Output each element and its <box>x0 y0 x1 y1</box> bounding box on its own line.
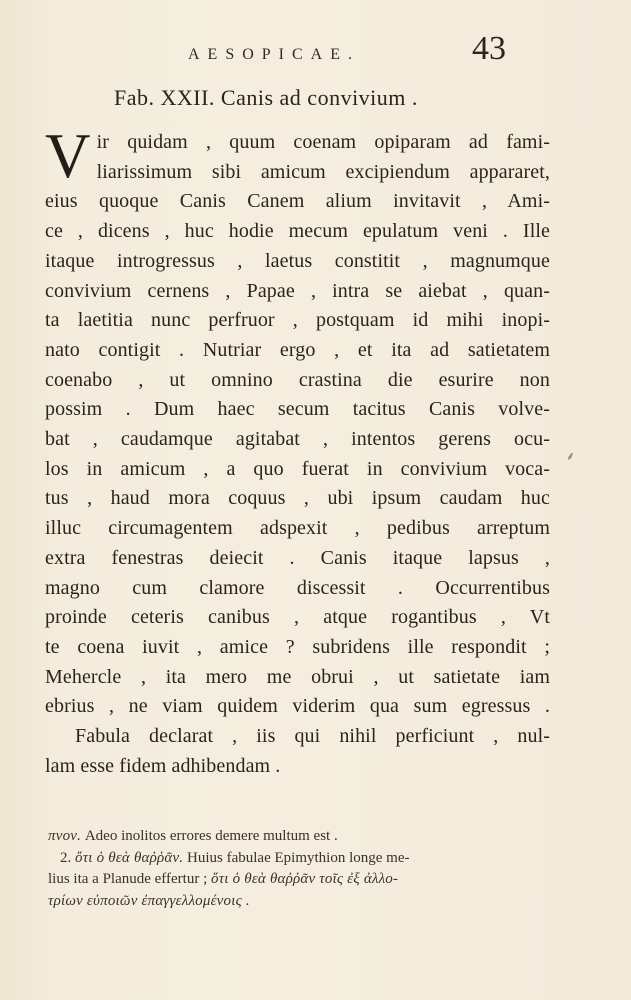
text-line: ce , dicens , huc hodie mecum epulatum veni . Ille <box>45 220 550 243</box>
footnote-text: Huius fabulae Epimythion longe me- <box>187 849 410 866</box>
footnote-greek: ὅτι ὁ θεὰ θαῤῥᾶν τοῖς ἐξ ἀλλο- <box>211 871 399 887</box>
text-line: itaque introgressus , laetus constitit , magnumque <box>45 249 550 272</box>
text-line: Mehercle , ita mero me obrui , ut satietate iam <box>45 665 550 688</box>
text-line: convivium cernens , Papae , intra se aiebat , quan- <box>45 279 550 302</box>
footnotes <box>48 826 551 912</box>
text-line: liarissimum sibi amicum excipiendum appararet, <box>96 160 550 183</box>
footnote-greek: πνον. <box>48 828 82 844</box>
text-line: coenabo , ut omnino crastina die esurire non <box>45 368 550 391</box>
text-line: illuc circumagentem adspexit , pedibus arreptum <box>45 517 550 540</box>
footnote-number: 2. <box>60 849 72 866</box>
text-line: possim . Dum haec secum tacitus Canis volve- <box>45 398 550 421</box>
text-line: eius quoque Canis Canem alium invitavit , Ami- <box>45 190 550 213</box>
footnote-greek: τρίων εὐποιῶν ἐπαγγελλομένοις . <box>48 892 250 909</box>
text-line: te coena iuvit , amice ? subridens ille respondit ; <box>45 635 550 658</box>
footnote-line <box>48 891 551 913</box>
footnote-line <box>48 826 551 848</box>
text-line: los in amicum , a quo fuerat in convivium voca- <box>45 457 550 480</box>
text-line: extra fenestras deiecit . Canis itaque lapsus , <box>45 546 550 569</box>
running-head: AESOPICAE. <box>188 46 361 63</box>
text-line: ebrius , ne viam quidem viderim qua sum egressus . <box>45 695 550 718</box>
moral-line: lam esse fidem adhibendam . <box>45 754 281 777</box>
fable-body <box>45 121 550 781</box>
text-line: ta laetitia nunc perfruor , postquam id mihi inopi- <box>45 309 550 332</box>
page-number: 43 <box>472 30 506 67</box>
text-line: nato contigit . Nutriar ergo , et ita ad satietatem <box>45 338 550 361</box>
text-line: bat , caudamque agitabat , intentos gerens ocu- <box>45 428 550 451</box>
text-line: tus , haud mora coquus , ubi ipsum caudam huc <box>45 487 550 510</box>
moral-line: Fabula declarat , iis qui nihil perficiunt , nul- <box>75 725 550 748</box>
fable-title: Fab. XXII. Canis ad convivium . <box>114 85 418 110</box>
margin-mark: ⸙ <box>566 449 576 463</box>
footnote-text: lius ita a Planude effertur ; <box>48 871 208 887</box>
fable-moral <box>45 722 550 781</box>
text-line: ir quidam , quum coenam opiparam ad fami- <box>96 131 550 153</box>
footnote-line <box>48 869 551 891</box>
footnote-text: Adeo inolitos errores demere multum est . <box>84 828 338 844</box>
text-line: magno cum clamore discessit . Occurrentibus <box>45 576 550 599</box>
footnote-line <box>48 848 551 870</box>
drop-cap: V <box>45 121 91 191</box>
footnote-greek: ὅτι ὁ θεὰ θαῤῥᾶν. <box>75 849 184 866</box>
text-line: proinde ceteris canibus , atque rogantibus , Vt <box>45 606 550 629</box>
